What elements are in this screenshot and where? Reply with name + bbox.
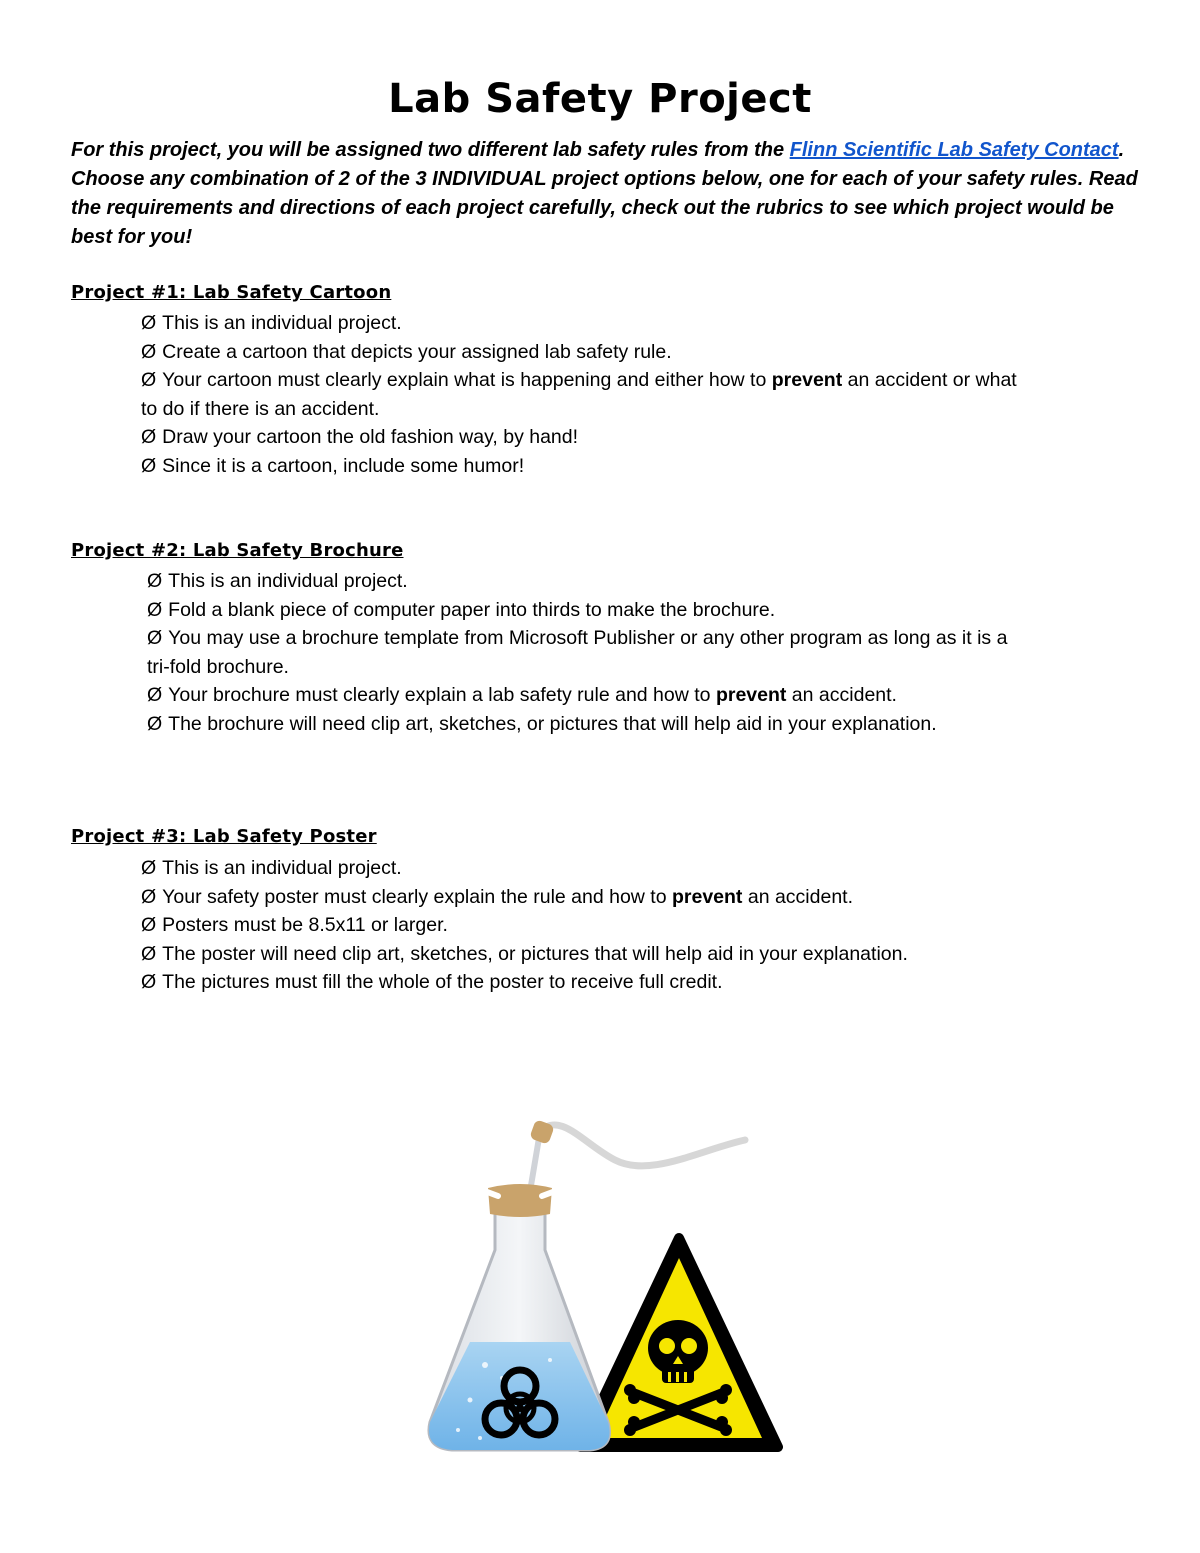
project-1-list bbox=[141, 309, 1141, 481]
list-item: Ø The pictures must fill the whole of the poster to receive full credit. bbox=[141, 971, 723, 994]
list-item: Ø Create a cartoon that depicts your assigned lab safety rule. bbox=[141, 340, 672, 363]
list-item: Ø The poster will need clip art, sketches, or pictures that will help aid in your explanation. bbox=[141, 942, 908, 965]
list-item: Ø Your cartoon must clearly explain what is happening and either how to prevent an accident or what to do if there is an accident. bbox=[141, 369, 1017, 420]
project-3-list bbox=[141, 854, 1141, 997]
toxic-skull-warning-icon bbox=[580, 1238, 778, 1447]
project-3-heading: Project #3: Lab Safety Poster bbox=[71, 826, 377, 847]
list-item: Ø Your safety poster must clearly explain the rule and how to prevent an accident. bbox=[141, 885, 854, 908]
list-item: Ø Fold a blank piece of computer paper into thirds to make the brochure. bbox=[147, 598, 776, 621]
illustration-svg bbox=[410, 1110, 790, 1460]
intro-paragraph bbox=[71, 136, 1141, 252]
erlenmeyer-flask-icon bbox=[429, 1184, 610, 1450]
list-item: Ø Since it is a cartoon, include some humor! bbox=[141, 454, 525, 477]
project-2-heading: Project #2: Lab Safety Brochure bbox=[71, 540, 404, 561]
flask-tube bbox=[540, 1125, 745, 1166]
list-item: Ø The brochure will need clip art, sketches, or pictures that will help aid in your explanation. bbox=[147, 712, 937, 735]
list-item: Ø Draw your cartoon the old fashion way, by hand! bbox=[141, 426, 579, 449]
intro-text-before: For this project, you will be assigned two different lab safety rules from the bbox=[71, 139, 790, 161]
lab-safety-illustration bbox=[410, 1110, 790, 1460]
list-item: Ø Your brochure must clearly explain a lab safety rule and how to prevent an accident. bbox=[147, 684, 897, 707]
intro-text-after: . Choose any combination of 2 of the 3 INDIVIDUAL project options below, one for each of your safety rules. Read the requirements and directions of each project carefully, check out the rubrics to see which project would be best for you! bbox=[71, 139, 1138, 248]
list-item: Ø This is an individual project. bbox=[141, 312, 402, 334]
flinn-contract-link[interactable]: Flinn Scientific Lab Safety Contact bbox=[789, 139, 1119, 161]
project-1-heading: Project #1: Lab Safety Cartoon bbox=[71, 282, 392, 303]
list-item: Ø This is an individual project. bbox=[141, 857, 402, 879]
list-item: Ø You may use a brochure template from Microsoft Publisher or any other program as long as it is a tri-fold brochure. bbox=[147, 627, 1008, 678]
list-item: Ø Posters must be 8.5x11 or larger. bbox=[141, 914, 448, 937]
project-2-list bbox=[147, 567, 1147, 739]
list-item: Ø This is an individual project. bbox=[147, 570, 408, 592]
page-title: Lab Safety Project bbox=[388, 76, 812, 122]
